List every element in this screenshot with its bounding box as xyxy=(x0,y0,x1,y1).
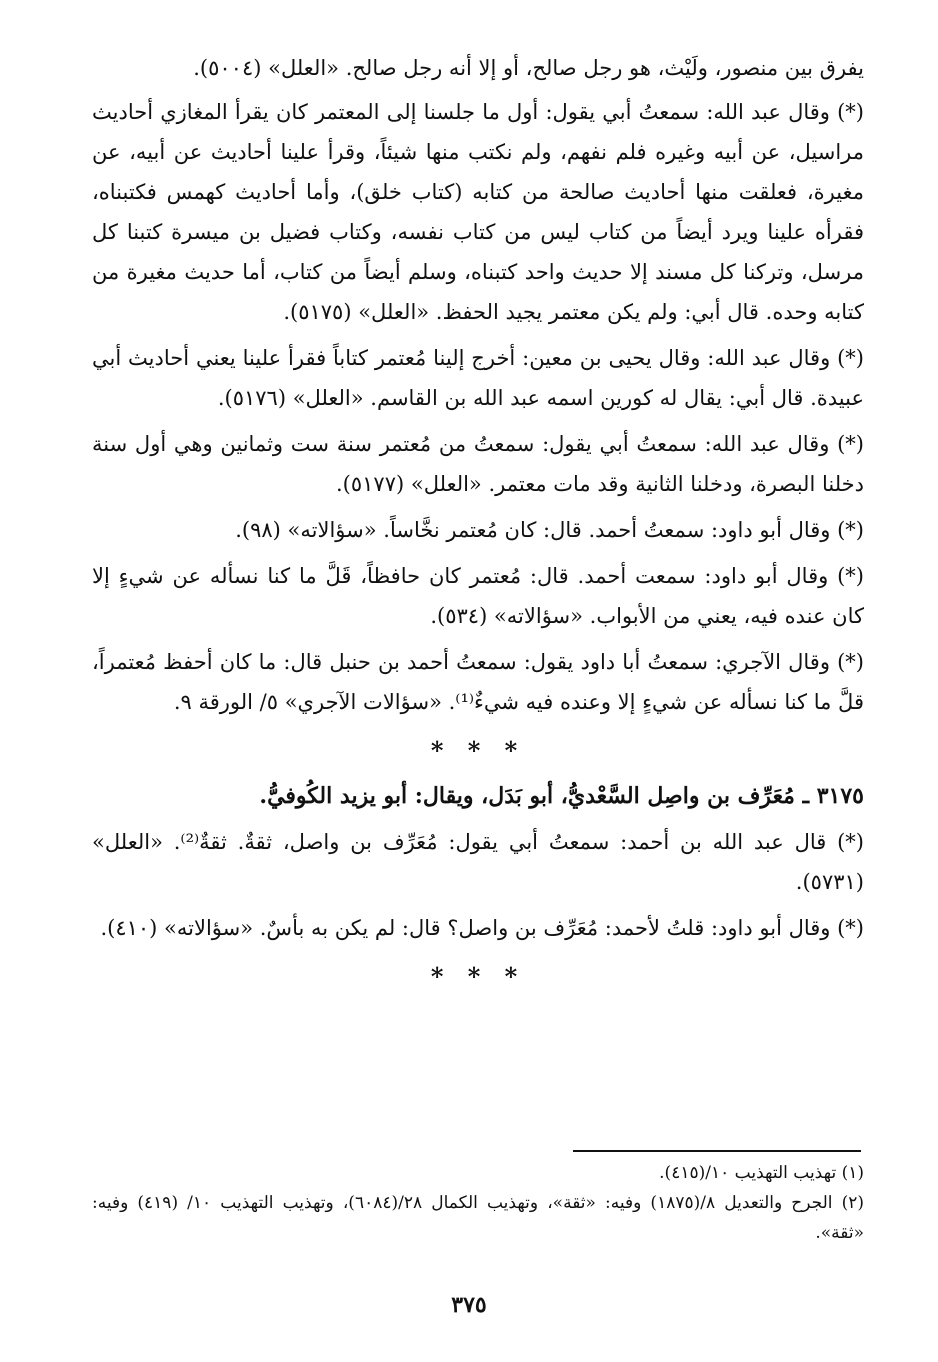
paragraph: (*) قال عبد الله بن أحمد: سمعتُ أبي يقول: مُعَرِّف بن واصل، ثقةٌ. ثقةٌ⁽²⁾. «العلل» (٥٧٣١). xyxy=(92,830,864,894)
footnotes xyxy=(92,1158,864,1248)
paragraph: (*) وقال عبد الله: وقال يحيى بن معين: أخرج إلينا مُعتمر كتاباً فقرأ علينا يعني أحاديث أبي عبيدة. قال أبي: يقال له كورين اسمه عبد الله بن القاسم. «العلل» (٥١٧٦). xyxy=(92,346,864,410)
footnote: (١) تهذيب التهذيب ١٠/(٤١٥). xyxy=(659,1163,864,1183)
paragraph: (*) وقال الآجري: سمعتُ أبا داود يقول: سمعتُ أحمد بن حنبل قال: ما كان أحفظ مُعتمراً، قلَّ ما كنا نسأله عن شيءٍ إلا وعنده فيه شيءٌ⁽¹⁾. «سؤالات الآجري» ٥/ الورقة ٩. xyxy=(92,650,864,714)
page-number: ٣٧٥ xyxy=(451,1292,487,1318)
paragraph: (*) وقال أبو داود: قلتُ لأحمد: مُعَرِّف بن واصل؟ قال: لم يكن به بأسٌ. «سؤالاته» (٤١٠). xyxy=(100,916,864,940)
paragraph: يفرق بين منصور، ولَيْث، هو رجل صالح، أو إلا أنه رجل صالح. «العلل» (٥٠٠٤). xyxy=(193,56,864,80)
paragraph: (*) وقال أبو داود: سمعت أحمد. قال: مُعتمر كان حافظاً، قَلَّ ما كنا نسأله عن شيءٍ إلا كان عنده فيه، يعني من الأبواب. «سؤالاته» (٥٣٤). xyxy=(92,564,864,628)
paragraph: (*) وقال أبو داود: سمعتُ أحمد. قال: كان مُعتمر نخَّاساً. «سؤالاته» (٩٨). xyxy=(235,518,864,542)
section-separator: * * * xyxy=(430,962,526,991)
paragraph: (*) وقال عبد الله: سمعتُ أبي يقول: أول ما جلسنا إلى المعتمر كان يقرأ المغازي أحاديث مراسيل، عن أبيه وغيره فلم نفهم، ولم نكتب منها شيئاً، وقرأ علينا أحاديث عن أبيه، عن مغيرة، فعلقت منها أحاديث صالحة من كتابه (كتاب خلق)، وأما أحاديث كهمس فكتبناه، فقرأه علينا ويرد أيضاً من كتاب ليس من كتاب نفسه، وكتاب فضيل بن ميسرة كتبنا كل مرسل، وتركنا كل مسند إلا حديث واحد كتبناه، وسلم أيضاً من كتاب، أما حديث مغيرة من كتابه وحده. قال أبي: ولم يكن معتمر يجيد الحفظ. «العلل» (٥١٧٥). xyxy=(92,100,864,324)
page-body xyxy=(92,48,864,1002)
entry-heading: ٣١٧٥ ـ مُعَرِّف بن واصِل السَّعْديُّ، أبو بَدَل، ويقال: أبو يزيد الكُوفيُّ. xyxy=(259,783,864,809)
footnote: (٢) الجرح والتعديل ٨/(١٨٧٥) وفيه: «ثقة»، وتهذيب الكمال ٢٨/(٦٠٨٤)، وتهذيب التهذيب ١٠/ (٤١٩) وفيه: «ثقة». xyxy=(92,1193,865,1243)
section-separator: * * * xyxy=(430,736,526,765)
footnote-rule xyxy=(573,1150,861,1152)
paragraph: (*) وقال عبد الله: سمعتُ أبي يقول: سمعتُ من مُعتمر سنة ست وثمانين وهي أول سنة دخلنا البصرة، ودخلنا الثانية وقد مات معتمر. «العلل» (٥١٧٧). xyxy=(92,432,864,496)
